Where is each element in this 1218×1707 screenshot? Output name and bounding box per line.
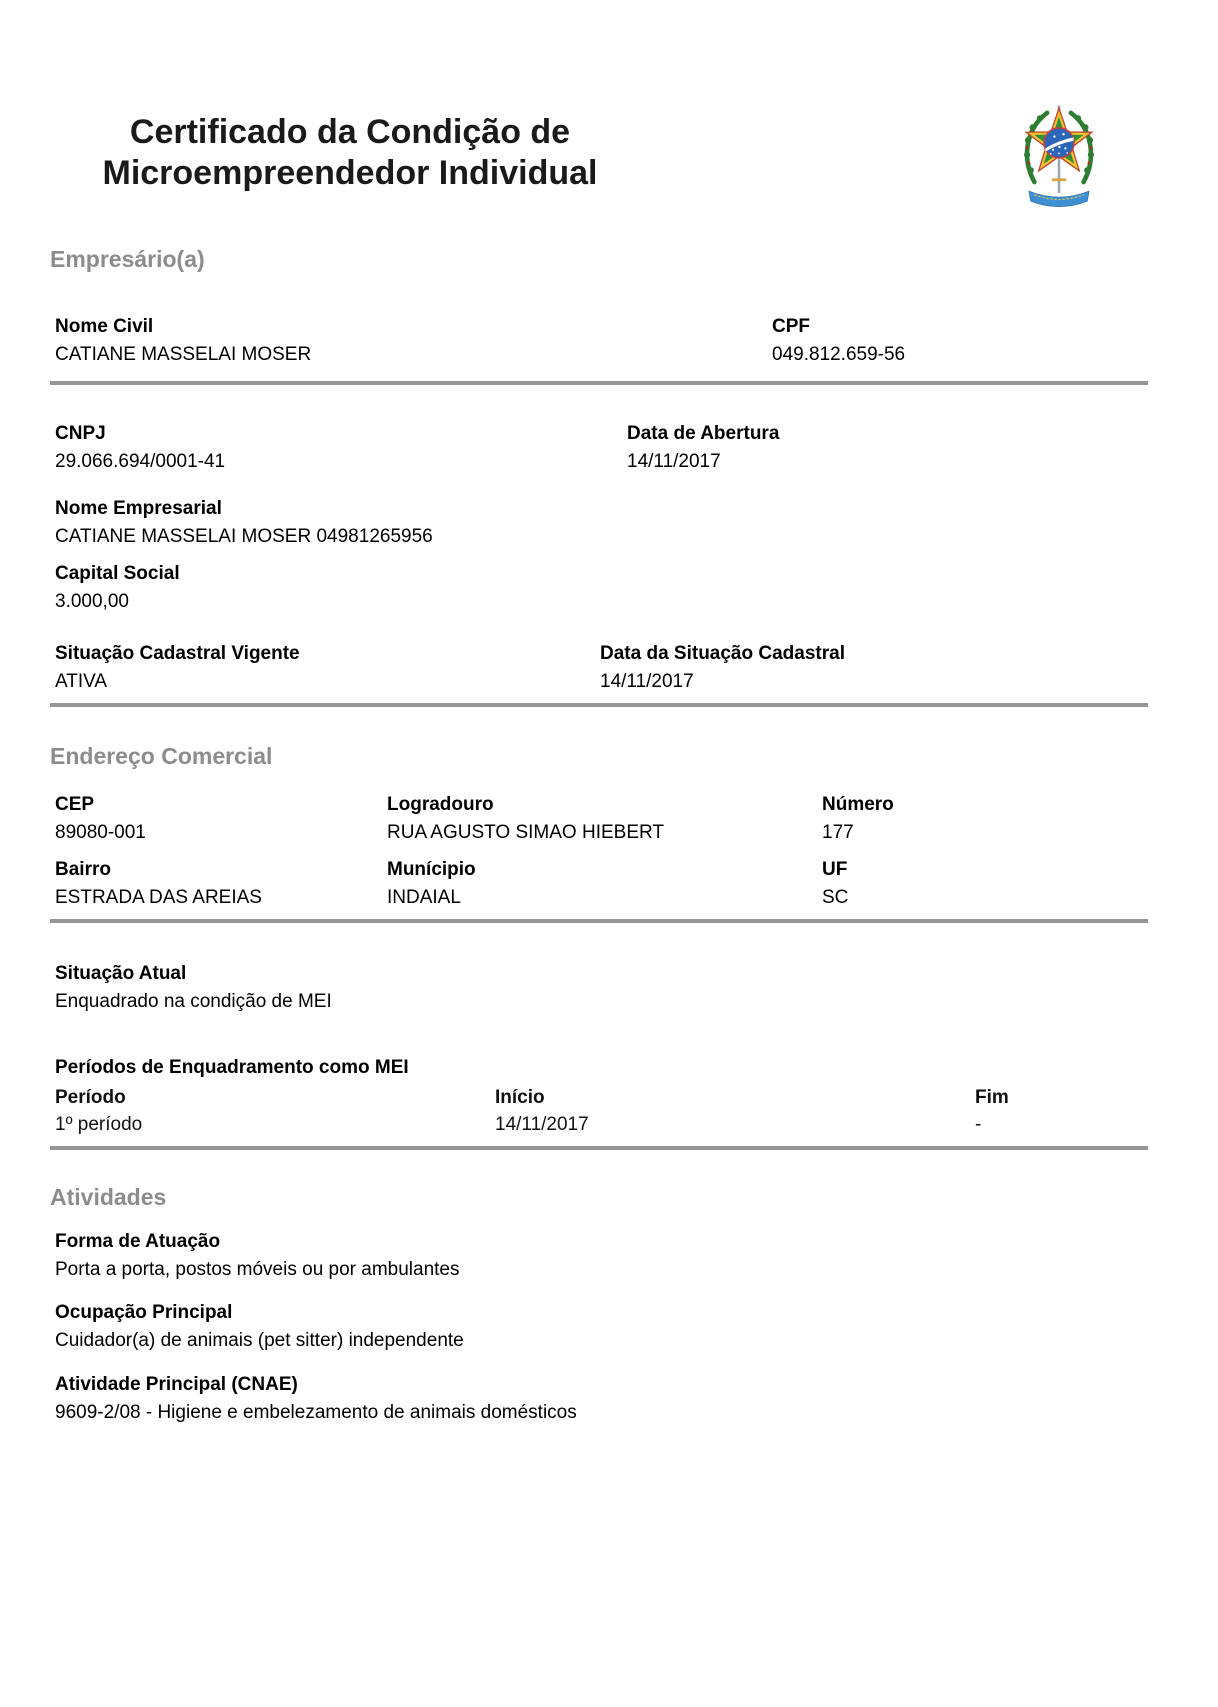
section-heading-endereco: Endereço Comercial bbox=[50, 743, 273, 769]
field-bairro bbox=[50, 859, 382, 909]
uf-label: UF bbox=[822, 859, 848, 880]
numero-value: 177 bbox=[822, 822, 854, 843]
forma-atuacao-label: Forma de Atuação bbox=[55, 1231, 221, 1252]
situacao-atual-value: Enquadrado na condição de MEI bbox=[55, 991, 332, 1012]
row-nome-cpf bbox=[50, 316, 1148, 366]
row-cnpj-abertura bbox=[50, 423, 1148, 473]
page-title-line2: Microempreendedor Individual bbox=[102, 154, 598, 192]
numero-label: Número bbox=[822, 794, 894, 815]
field-cep bbox=[50, 794, 382, 844]
certificate-body bbox=[50, 246, 1148, 1424]
section-divider bbox=[50, 703, 1148, 707]
atividade-principal-value: 9609-2/08 - Higiene e embelezamento de animais domésticos bbox=[55, 1402, 577, 1423]
capital-social-label: Capital Social bbox=[55, 563, 180, 584]
field-numero bbox=[817, 794, 1148, 844]
row-bairro-municipio-uf bbox=[50, 859, 1148, 909]
atividade-principal-label: Atividade Principal (CNAE) bbox=[55, 1374, 298, 1395]
section-divider bbox=[50, 1146, 1148, 1150]
ocupacao-principal-label: Ocupação Principal bbox=[55, 1302, 233, 1323]
col-periodo: Período bbox=[55, 1087, 126, 1108]
section-divider bbox=[50, 381, 1148, 385]
section-divider bbox=[50, 919, 1148, 923]
sword-hilt bbox=[1052, 178, 1067, 181]
cell-fim: - bbox=[975, 1114, 982, 1135]
field-logradouro bbox=[382, 794, 817, 844]
cnpj-label: CNPJ bbox=[55, 423, 106, 444]
field-nome-civil bbox=[50, 316, 767, 366]
cep-label: CEP bbox=[55, 794, 95, 815]
field-situacao-atual bbox=[50, 963, 1148, 1013]
field-municipio bbox=[382, 859, 817, 909]
data-abertura-value: 14/11/2017 bbox=[627, 451, 721, 472]
field-situacao-cadastral bbox=[50, 643, 595, 693]
data-situacao-value: 14/11/2017 bbox=[600, 671, 694, 692]
nome-civil-value: CATIANE MASSELAI MOSER bbox=[55, 344, 312, 365]
municipio-label: Munícipio bbox=[387, 859, 476, 880]
col-inicio: Início bbox=[495, 1087, 545, 1108]
cnpj-value: 29.066.694/0001-41 bbox=[55, 451, 226, 472]
periodos-table-header bbox=[50, 1087, 1148, 1109]
page-title-line1: Certificado da Condição de bbox=[129, 113, 571, 151]
bairro-value: ESTRADA DAS AREIAS bbox=[55, 887, 262, 908]
cep-value: 89080-001 bbox=[55, 822, 146, 843]
field-data-situacao bbox=[595, 643, 1148, 693]
logradouro-value: RUA AGUSTO SIMAO HIEBERT bbox=[387, 822, 664, 843]
capital-social-value: 3.000,00 bbox=[55, 591, 129, 612]
situacao-cadastral-label: Situação Cadastral Vigente bbox=[55, 643, 300, 664]
field-cnpj bbox=[50, 423, 622, 473]
brazil-coat-of-arms-logo bbox=[1018, 92, 1100, 212]
uf-value: SC bbox=[822, 887, 849, 908]
municipio-value: INDAIAL bbox=[387, 887, 461, 908]
section-heading-atividades: Atividades bbox=[50, 1184, 167, 1210]
data-situacao-label: Data da Situação Cadastral bbox=[600, 643, 845, 664]
data-abertura-label: Data de Abertura bbox=[627, 423, 780, 444]
row-situacao-cadastral bbox=[50, 643, 1148, 693]
situacao-atual-label: Situação Atual bbox=[55, 963, 187, 984]
nome-empresarial-label: Nome Empresarial bbox=[55, 498, 222, 519]
field-atividade-principal bbox=[50, 1374, 1148, 1424]
col-fim: Fim bbox=[975, 1087, 1009, 1108]
field-ocupacao-principal bbox=[50, 1302, 1148, 1352]
logradouro-label: Logradouro bbox=[387, 794, 494, 815]
cell-periodo: 1º período bbox=[55, 1114, 143, 1135]
section-heading-empresario: Empresário(a) bbox=[50, 246, 205, 272]
row-cep-logradouro-numero bbox=[50, 794, 1148, 844]
cpf-value: 049.812.659-56 bbox=[772, 344, 906, 365]
periodos-table-row bbox=[50, 1114, 1148, 1136]
field-data-abertura bbox=[622, 423, 1148, 473]
forma-atuacao-value: Porta a porta, postos móveis ou por ambulantes bbox=[55, 1259, 460, 1280]
cell-inicio: 14/11/2017 bbox=[495, 1114, 589, 1135]
cpf-label: CPF bbox=[772, 316, 810, 337]
nome-civil-label: Nome Civil bbox=[55, 316, 154, 337]
field-uf bbox=[817, 859, 1148, 909]
ocupacao-principal-value: Cuidador(a) de animais (pet sitter) independente bbox=[55, 1330, 464, 1351]
field-capital-social bbox=[50, 563, 1148, 613]
field-forma-atuacao bbox=[50, 1231, 1148, 1281]
page-title bbox=[70, 0, 630, 194]
situacao-cadastral-value: ATIVA bbox=[55, 671, 108, 692]
periodos-heading: Períodos de Enquadramento como MEI bbox=[55, 1057, 409, 1078]
bairro-label: Bairro bbox=[55, 859, 111, 880]
field-cpf bbox=[767, 316, 1148, 366]
field-nome-empresarial bbox=[50, 498, 1148, 548]
nome-empresarial-value: CATIANE MASSELAI MOSER 04981265956 bbox=[55, 526, 433, 547]
